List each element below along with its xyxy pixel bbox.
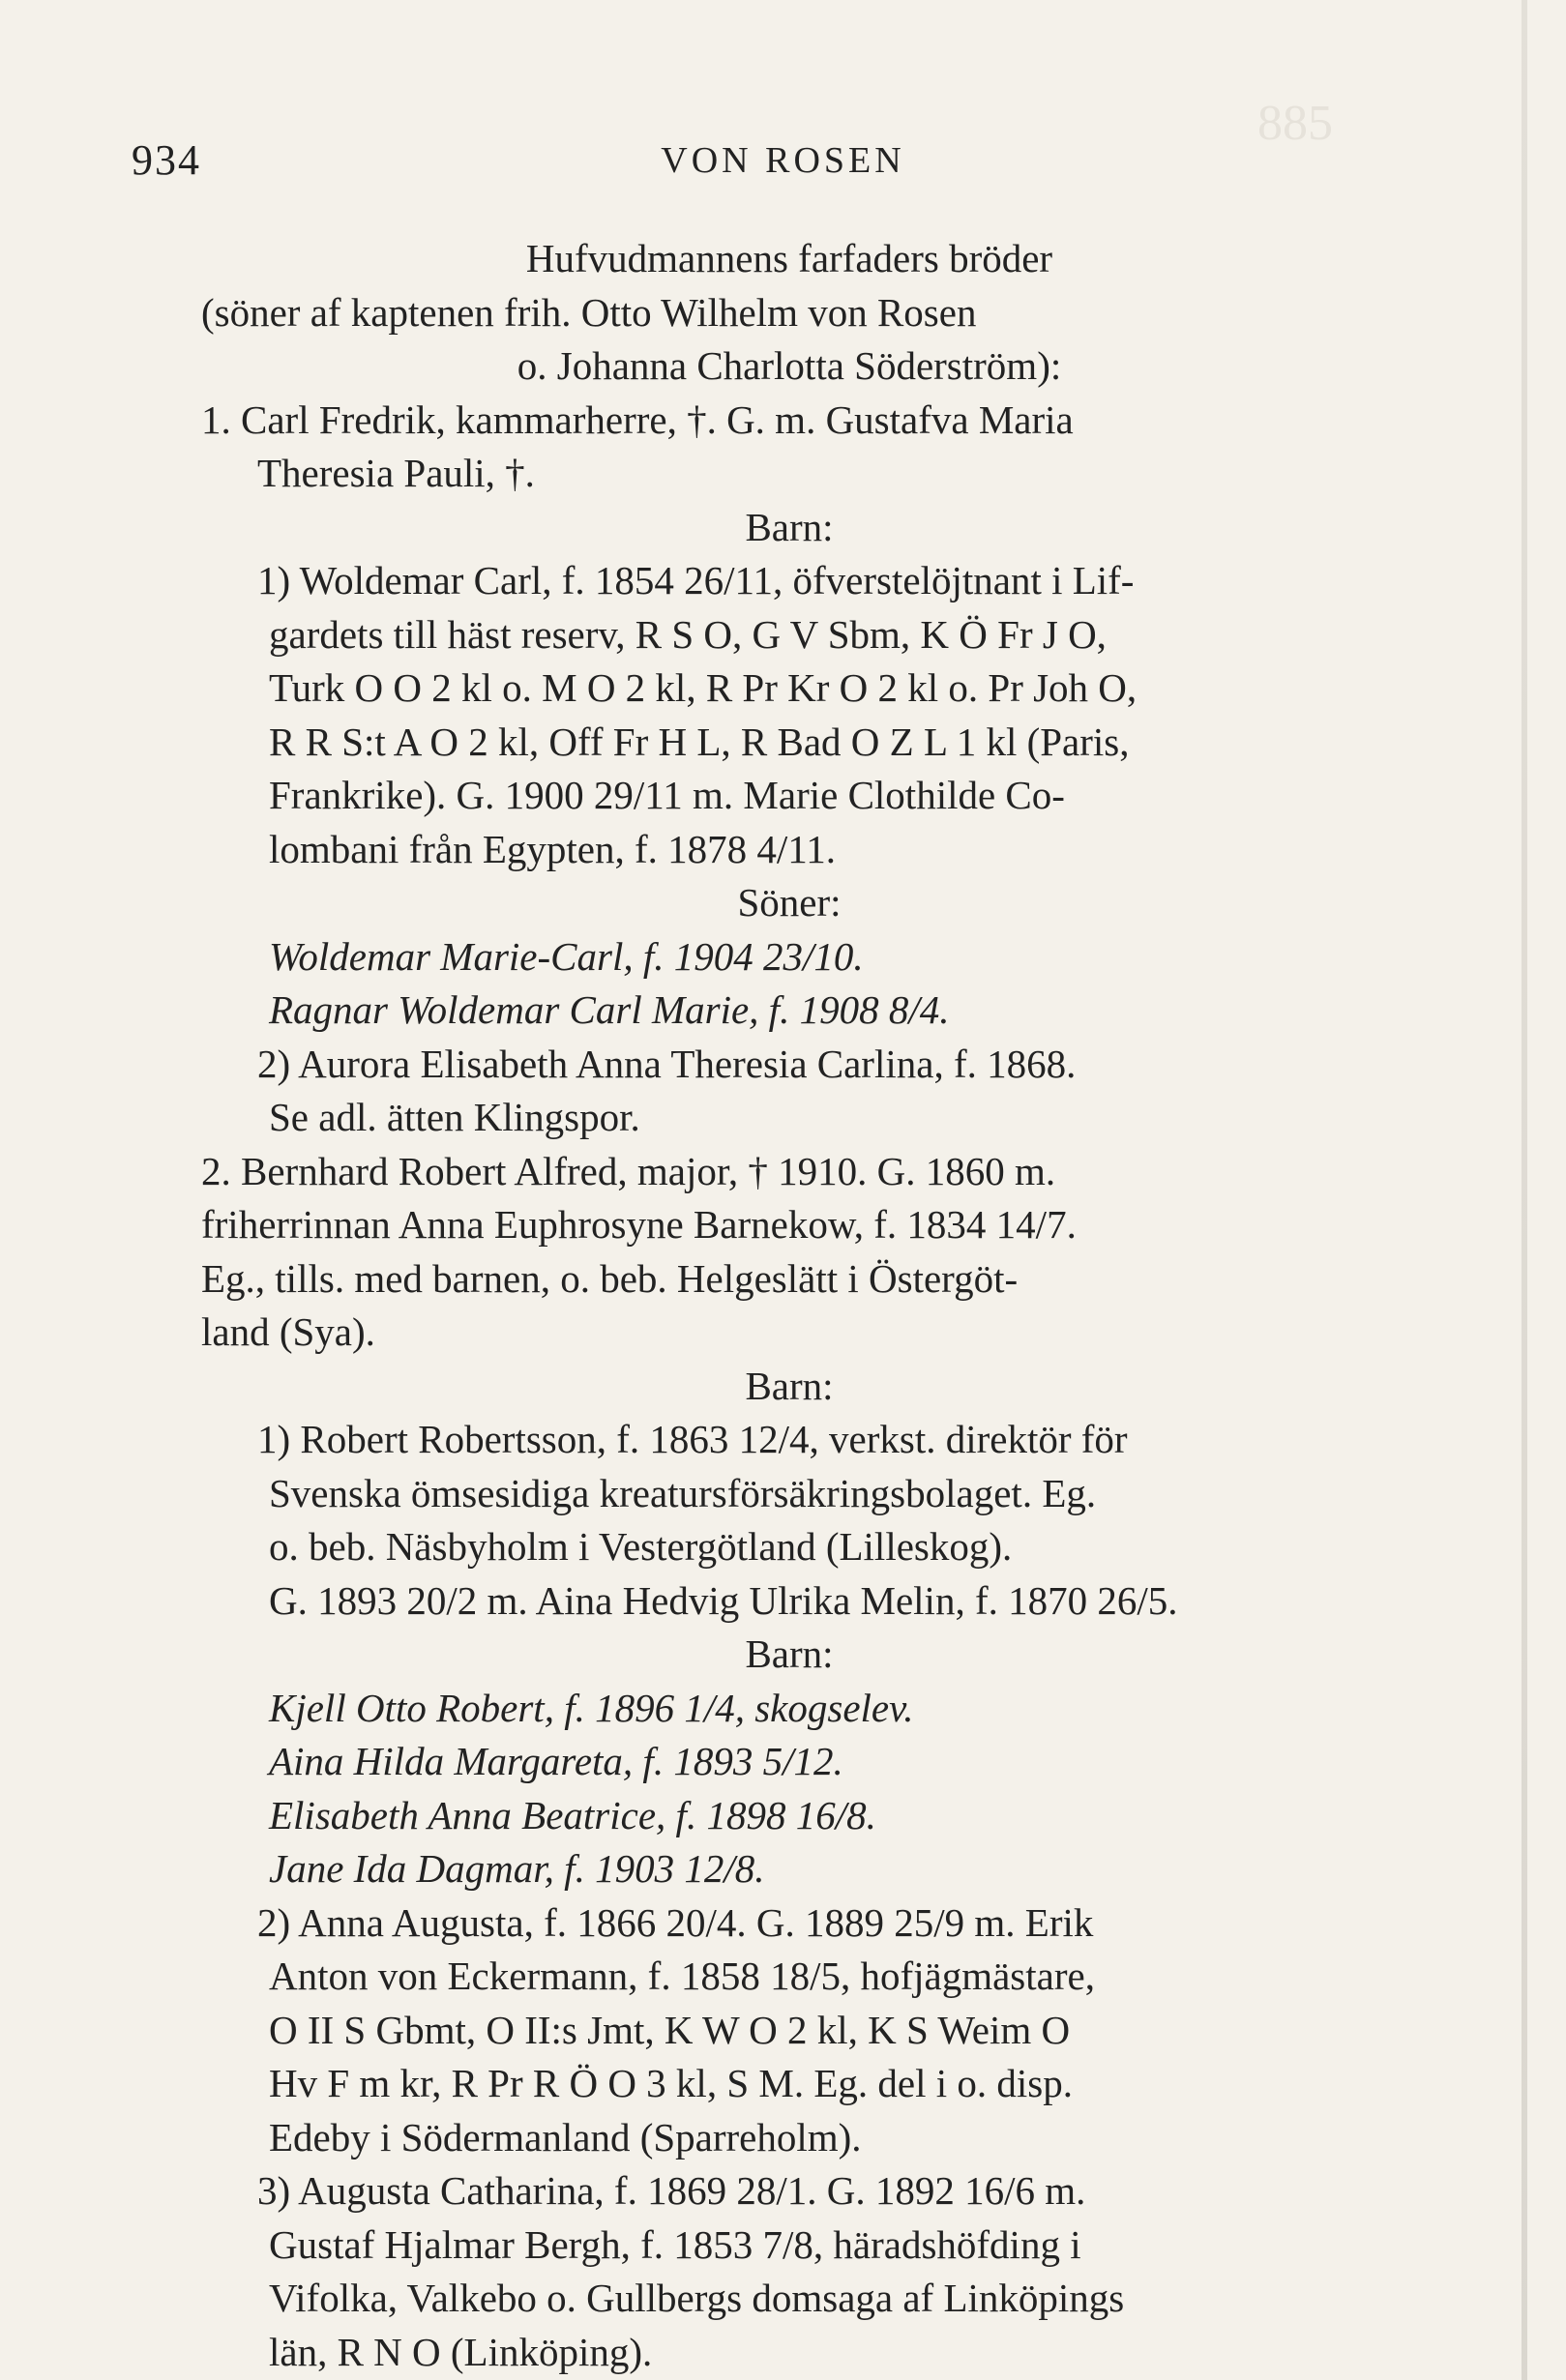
text-line: Svenska ömsesidiga kreatursförsäkringsbolaget. Eg.	[269, 1470, 1097, 1515]
text-body	[201, 232, 1377, 2379]
entry-line: 1) Woldemar Carl, f. 1854 26/11, öfverstelöjtnant i Lif-	[257, 558, 1135, 602]
page-number: 934	[132, 136, 201, 184]
text-line: Edeby i Södermanland (Sparreholm).	[269, 2114, 862, 2160]
entry-line: 2) Anna Augusta, f. 1866 20/4. G. 1889 25/9 m. Erik	[257, 1899, 1094, 1945]
text-line: Gustaf Hjalmar Bergh, f. 1853 7/8, häradshöfding i	[269, 2221, 1081, 2267]
subheading-barn: Barn:	[745, 504, 834, 549]
text-line: Elisabeth Anna Beatrice, f. 1898 16/8.	[269, 1792, 876, 1837]
text-line: land (Sya).	[201, 1309, 375, 1354]
text-line: Ragnar Woldemar Carl Marie, f. 1908 8/4.	[269, 987, 950, 1032]
text-line: Woldemar Marie-Carl, f. 1904 23/10.	[269, 933, 864, 979]
page-edge	[1522, 0, 1527, 2380]
entry-line: 3) Augusta Catharina, f. 1869 28/1. G. 1892 16/6 m.	[257, 2168, 1086, 2213]
entry-line: 2) Aurora Elisabeth Anna Theresia Carlina, f. 1868.	[257, 1041, 1077, 1086]
subheading-soner: Söner:	[737, 880, 842, 925]
text-line: G. 1893 20/2 m. Aina Hedvig Ulrika Melin, f. 1870 26/5.	[269, 1577, 1178, 1623]
text-line: R R S:t A O 2 kl, Off Fr H L, R Bad O Z L 1 kl (Paris,	[269, 719, 1130, 764]
subheading-barn: Barn:	[745, 1631, 834, 1676]
bleed-through-text: 885	[1257, 96, 1333, 151]
text-line: o. Johanna Charlotta Söderström):	[517, 343, 1062, 388]
running-title: VON ROSEN	[661, 140, 905, 181]
text-line: Vifolka, Valkebo o. Gullbergs domsaga af Linköpings	[269, 2276, 1125, 2320]
entry-line: 1. Carl Fredrik, kammarherre, †. G. m. Gustafva Maria	[201, 397, 1074, 442]
section-heading: Hufvudmannens farfaders bröder	[525, 236, 1053, 280]
text-line: Kjell Otto Robert, f. 1896 1/4, skogselev.	[269, 1685, 914, 1730]
text-line: Frankrike). G. 1900 29/11 m. Marie Clothilde Co-	[269, 773, 1065, 817]
text-line: lombani från Egypten, f. 1878 4/11.	[269, 826, 837, 871]
text-line: Turk O O 2 kl o. M O 2 kl, R Pr Kr O 2 kl o. Pr Joh O,	[269, 665, 1138, 710]
text-line: län, R N O (Linköping).	[269, 2329, 653, 2374]
text-line: Theresia Pauli, †.	[257, 451, 535, 495]
text-line: Hv F m kr, R Pr R Ö O 3 kl, S M. Eg. del i o. disp.	[269, 2061, 1073, 2105]
text-line: friherrinnan Anna Euphrosyne Barnekow, f. 1834 14/7.	[201, 1202, 1077, 1247]
text-line: gardets till häst reserv, R S O, G V Sbm, K Ö Fr J O,	[269, 611, 1107, 657]
text-line: O II S Gbmt, O II:s Jmt, K W O 2 kl, K S Weim O	[269, 2007, 1071, 2052]
subheading-barn: Barn:	[745, 1363, 834, 1408]
text-line: Jane Ida Dagmar, f. 1903 12/8.	[269, 1846, 765, 1891]
text-line: Aina Hilda Margareta, f. 1893 5/12.	[269, 1739, 843, 1783]
text-line: Anton von Eckermann, f. 1858 18/5, hofjägmästare,	[269, 1954, 1095, 1998]
text-line: Eg., tills. med barnen, o. beb. Helgeslätt i Östergöt-	[201, 1255, 1019, 1301]
text-line: Se adl. ätten Klingspor.	[269, 1095, 640, 1139]
entry-line: 1) Robert Robertsson, f. 1863 12/4, verkst. direktör för	[257, 1417, 1128, 1461]
text-line: o. beb. Näsbyholm i Vestergötland (Lilleskog).	[269, 1524, 1013, 1569]
page-header	[0, 135, 1566, 193]
entry-line: 2. Bernhard Robert Alfred, major, † 1910. G. 1860 m.	[201, 1148, 1056, 1193]
text-line: (söner af kaptenen frih. Otto Wilhelm von Rosen	[201, 289, 977, 335]
